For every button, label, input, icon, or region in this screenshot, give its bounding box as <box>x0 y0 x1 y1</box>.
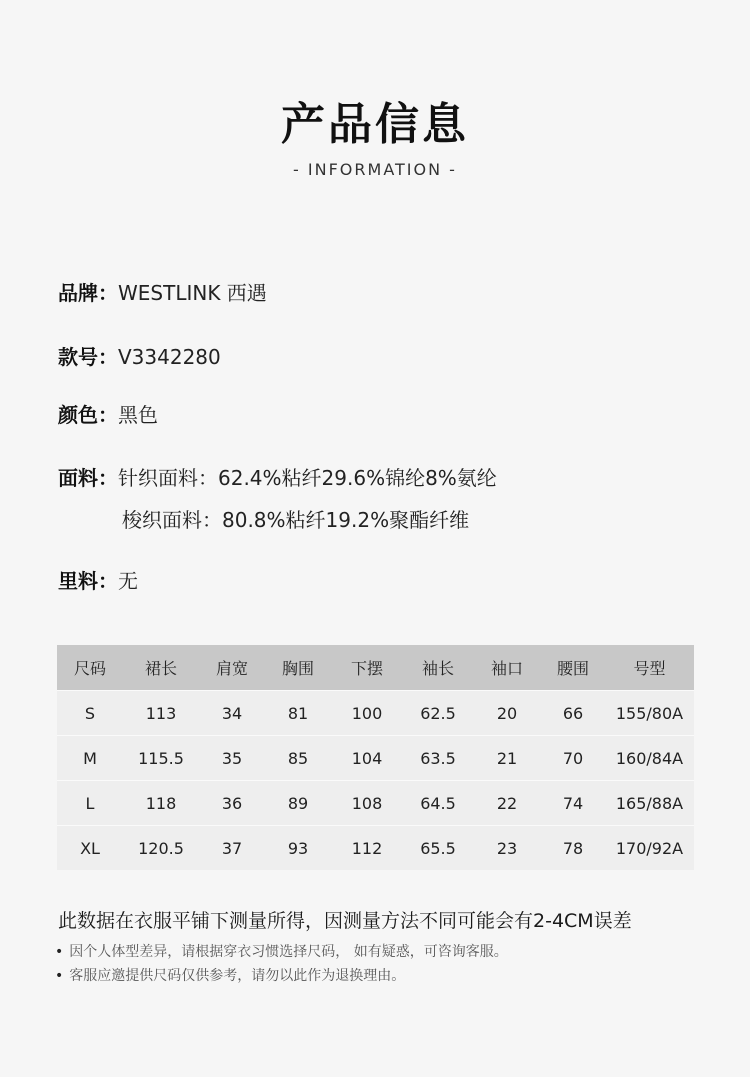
header-cell: 袖长 <box>403 645 473 691</box>
page-title: 产品信息 <box>281 99 469 150</box>
table-cell: 22 <box>473 781 541 826</box>
color-label: 颜色： <box>58 403 118 427</box>
bullet-icon: • <box>55 944 64 960</box>
header-cell: 腰围 <box>541 645 605 691</box>
table-cell: L <box>57 781 123 826</box>
table-cell: 23 <box>473 826 541 871</box>
table-row <box>57 736 694 781</box>
table-cell: 64.5 <box>403 781 473 826</box>
table-cell: M <box>57 736 123 781</box>
color-row <box>58 403 158 427</box>
table-cell: 74 <box>541 781 605 826</box>
measurement-note: 此数据在衣服平铺下测量所得，因测量方法不同可能会有2-4CM误差 <box>58 910 632 932</box>
bullet-icon: • <box>55 968 64 984</box>
table-cell: S <box>57 691 123 736</box>
page-subtitle: - INFORMATION - <box>293 160 457 179</box>
lining-row <box>58 569 138 593</box>
table-cell: 70 <box>541 736 605 781</box>
table-cell: 115.5 <box>123 736 199 781</box>
table-cell: 85 <box>265 736 331 781</box>
table-cell: 34 <box>199 691 265 736</box>
color-value: 黑色 <box>118 403 158 427</box>
header-cell: 肩宽 <box>199 645 265 691</box>
table-cell: 100 <box>331 691 403 736</box>
table-cell: 37 <box>199 826 265 871</box>
style-number-value: V3342280 <box>118 345 221 369</box>
header-cell: 尺码 <box>57 645 123 691</box>
style-number-label: 款号： <box>58 345 118 369</box>
table-cell: 81 <box>265 691 331 736</box>
size-table <box>57 645 694 870</box>
table-cell: 120.5 <box>123 826 199 871</box>
table-cell: 63.5 <box>403 736 473 781</box>
fabric-row <box>58 466 497 490</box>
table-cell: 20 <box>473 691 541 736</box>
note-item <box>55 941 508 961</box>
fabric-label: 面料： <box>58 466 118 490</box>
table-cell: 62.5 <box>403 691 473 736</box>
table-row <box>57 691 694 736</box>
table-cell: 108 <box>331 781 403 826</box>
table-cell: 89 <box>265 781 331 826</box>
table-cell: 113 <box>123 691 199 736</box>
table-cell: 112 <box>331 826 403 871</box>
table-cell: 66 <box>541 691 605 736</box>
table-row <box>57 826 694 871</box>
brand-row <box>58 281 267 305</box>
table-cell: 36 <box>199 781 265 826</box>
lining-value: 无 <box>118 569 138 593</box>
table-cell: XL <box>57 826 123 871</box>
table-cell: 65.5 <box>403 826 473 871</box>
header-cell: 胸围 <box>265 645 331 691</box>
brand-value: WESTLINK 西遇 <box>118 281 267 305</box>
table-row <box>57 781 694 826</box>
lining-label: 里料： <box>58 569 118 593</box>
table-cell: 170/92A <box>605 826 694 871</box>
size-table-header-row <box>57 645 694 691</box>
table-cell: 118 <box>123 781 199 826</box>
note-text: 因个人体型差异，请根据穿衣习惯选择尺码， 如有疑惑，可咨询客服。 <box>69 944 508 960</box>
note-item <box>55 965 405 985</box>
table-cell: 78 <box>541 826 605 871</box>
table-cell: 165/88A <box>605 781 694 826</box>
table-cell: 93 <box>265 826 331 871</box>
brand-label: 品牌： <box>58 281 118 305</box>
table-cell: 21 <box>473 736 541 781</box>
header-cell: 下摆 <box>331 645 403 691</box>
header-cell: 袖口 <box>473 645 541 691</box>
table-cell: 35 <box>199 736 265 781</box>
note-text: 客服应邀提供尺码仅供参考，请勿以此作为退换理由。 <box>69 968 406 984</box>
fabric-row-2 <box>122 508 469 532</box>
header-cell: 裙长 <box>123 645 199 691</box>
table-cell: 155/80A <box>605 691 694 736</box>
table-cell: 160/84A <box>605 736 694 781</box>
header-cell: 号型 <box>605 645 694 691</box>
style-number-row <box>58 345 221 369</box>
table-cell: 104 <box>331 736 403 781</box>
fabric-line-1: 针织面料：62.4%粘纤29.6%锦纶8%氨纶 <box>118 466 497 490</box>
fabric-line-2: 梭织面料：80.8%粘纤19.2%聚酯纤维 <box>122 508 470 532</box>
